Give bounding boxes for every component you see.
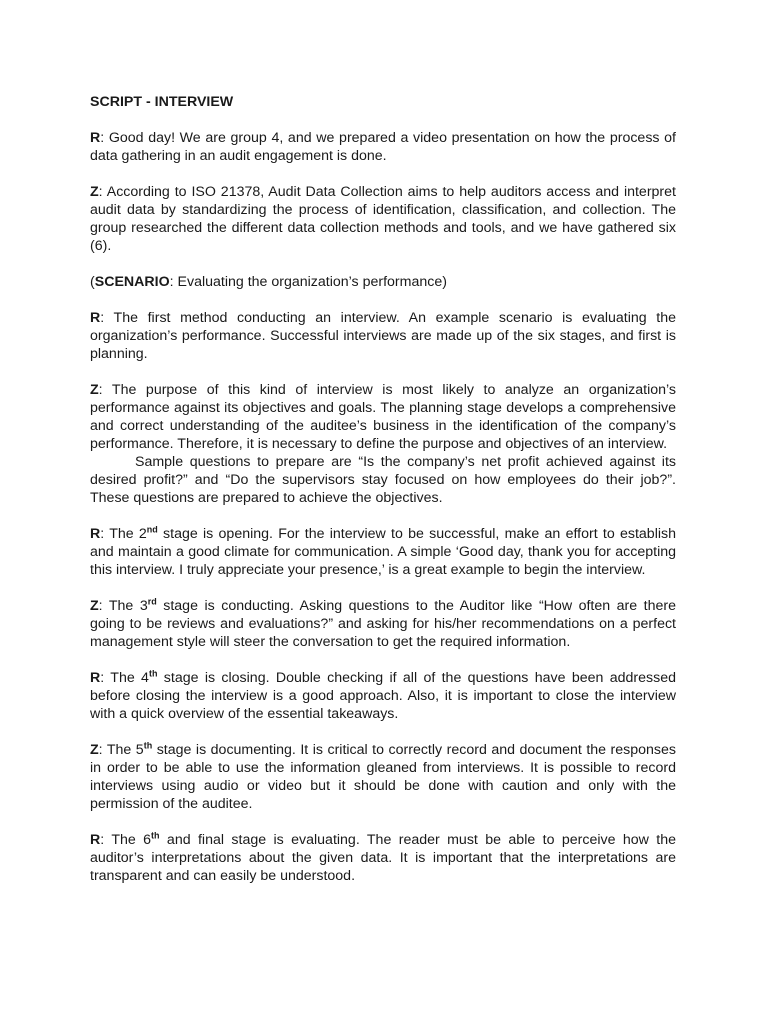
paragraph-text: : The purpose of this kind of interview is most likely to analyze an organization’s performance against its objectives and goals. The planning stage develops a comprehensive and correct understanding of the auditee’s business in the identification of the company’s performance. Therefore, it is necessary to define the purpose and objectives of an interview. [90,382,676,452]
paragraph-prefix: : The 2 [100,526,147,542]
paragraph-2 [90,183,676,255]
paragraph-text: stage is closing. Double checking if all of the questions have been addressed before closing the interview is a good approach. Also, it is important to close the interview with a quick overview of the essential takeaways. [90,670,676,722]
paragraph-text: and final stage is evaluating. The reader must be able to perceive how the auditor’s interpretations about the given data. It is important that the interpretations are transparent and can easily be understood. [90,832,676,884]
paragraph-text: stage is opening. For the interview to be successful, make an effort to establish and maintain a good climate for communication. A simple ‘Good day, thank you for accepting this interview. I truly appreciate your presence,’ is a great example to begin the interview. [90,526,676,578]
paragraph-6 [90,597,676,651]
speaker-label: Z [90,184,99,200]
paragraph-text: stage is conducting. Asking questions to the Auditor like “How often are there going to be reviews and evaluations?” and asking for his/her recommendations on a perfect management style will steer the conversation to get the required information. [90,598,677,650]
paragraph-prefix: : The 5 [98,742,144,758]
speaker-label: Z [90,382,99,398]
paragraph-1 [90,129,676,165]
paragraph-5 [90,525,676,579]
speaker-label: R [90,310,101,326]
document-title: SCRIPT - INTERVIEW [90,94,234,110]
paragraph-prefix: : The 4 [100,670,149,686]
paragraph-text: stage is documenting. It is critical to correctly record and document the responses in order to be able to use the information gleaned from interviews. It is possible to record interviews using audio or video but it should be done with caution and only with the permission of the auditee. [90,742,677,812]
speaker-label: Z [90,742,99,758]
ordinal-suffix: rd [147,596,157,607]
paragraph-prefix: : The 3 [98,598,148,614]
paragraph-text: : The first method conducting an interview. An example scenario is evaluating the organization’s performance. Successful interviews are made up of the six stages, and first is planning. [90,310,676,362]
paragraph-8 [90,741,676,813]
speaker-label: Z [90,598,99,614]
paragraph-text: : Good day! We are group 4, and we prepared a video presentation on how the process of data gathering in an audit engagement is done. [90,130,676,164]
ordinal-suffix: nd [146,524,158,535]
paragraph-4-continued: Sample questions to prepare are “Is the company’s net profit achieved against its desired profit?” and “Do the supervisors stay focused on how employees do their job?”. These questions are prepared to achieve the objectives. [90,454,676,506]
speaker-label: R [90,130,101,146]
scenario-line [90,273,676,291]
ordinal-suffix: th [148,668,158,679]
scenario-text: : Evaluating the organization’s performance) [169,274,447,290]
scenario-label: SCENARIO [94,274,170,290]
paragraph-4 [90,381,676,453]
speaker-label: R [90,832,101,848]
paragraph-3 [90,309,676,363]
scenario-open: ( [90,274,95,290]
document-page [90,93,676,903]
paragraph-text: : According to ISO 21378, Audit Data Collection aims to help auditors access and interpret audit data by standardizing the process of identification, classification, and collection. The group researched the different data collection methods and tools, and we have gathered six (6). [90,184,676,254]
speaker-label: R [90,526,101,542]
ordinal-suffix: th [151,830,160,841]
speaker-label: R [90,670,101,686]
ordinal-suffix: th [143,740,153,751]
paragraph-7 [90,669,676,723]
paragraph-9 [90,831,676,885]
paragraph-prefix: : The 6 [100,832,152,848]
